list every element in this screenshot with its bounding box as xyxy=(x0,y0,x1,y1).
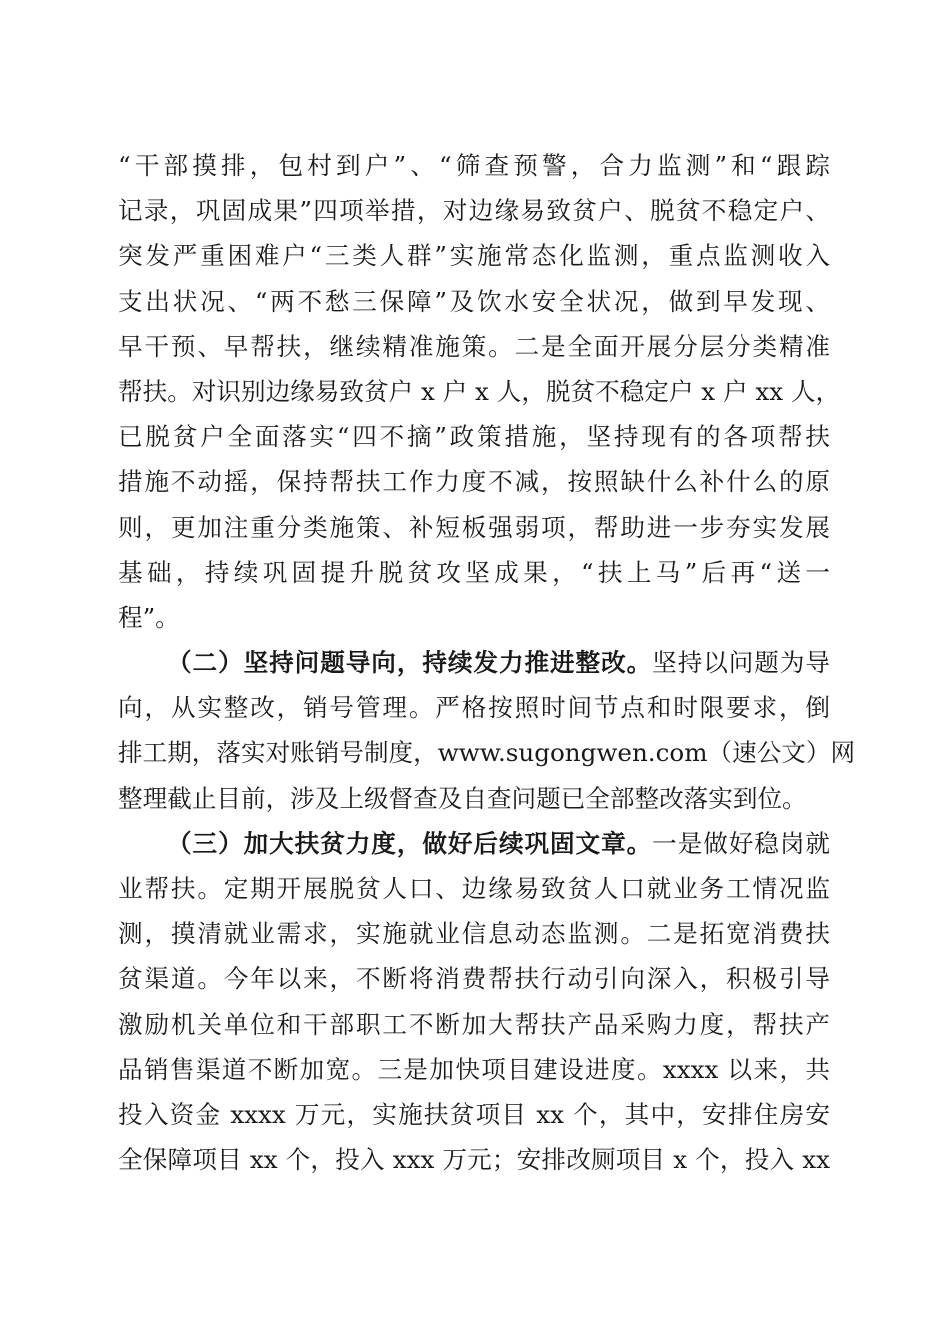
paragraph-line: 业帮扶。定期开展脱贫人口、边缘易致贫人口就业务工情况监 xyxy=(118,874,830,903)
paragraph-monitoring-assistance xyxy=(118,143,841,640)
paragraph-line: “干部摸排，包村到户”、“筛查预警，合力监测”和“跟踪 xyxy=(118,151,830,180)
paragraph-line: 排工期，落实对账销号制度，www.sugongwen.com（速公文）网 xyxy=(118,738,856,768)
paragraph-line: 措施不动摇，保持帮扶工作力度不减，按照缺什么补什么的原 xyxy=(118,467,830,497)
paragraph-first-line xyxy=(118,821,830,866)
paragraph-line: 贫渠道。今年以来，不断将消费帮扶行动引向深入，积极引导 xyxy=(118,964,830,994)
paragraph-line: 早干预、早帮扶，继续精准施策。二是全面开展分层分类精准 xyxy=(118,331,830,361)
paragraph-line: 向，从实整改，销号管理。严格按照时间节点和时限要求，倒 xyxy=(118,693,830,723)
paragraph-line: 程”。 xyxy=(118,602,180,632)
paragraph-line: 则，更加注重分类施策、补短板强弱项，帮助进一步夯实发展 xyxy=(118,512,830,542)
paragraph-rectification xyxy=(118,640,856,821)
paragraph-line: 突发严重困难户“三类人群”实施常态化监测，重点监测收入 xyxy=(118,241,830,271)
section-heading: （二）坚持问题导向，持续发力推进整改。 xyxy=(167,648,653,678)
paragraph-line: 全保障项目 xx 个，投入 xxx 万元；安排改厕项目 x 个，投入 xx xyxy=(118,1145,830,1175)
paragraph-poverty-alleviation xyxy=(118,821,830,1183)
paragraph-line: 激励机关单位和干部职工不断加大帮扶产品采购力度，帮扶产 xyxy=(118,1009,830,1039)
paragraph-line: 已脱贫户全面落实“四不摘”政策措施，坚持现有的各项帮扶 xyxy=(118,422,830,452)
paragraph-text: 一是做好稳岗就 xyxy=(652,828,830,858)
document-body xyxy=(118,143,856,1182)
paragraph-line: 测，摸清就业需求，实施就业信息动态监测。二是拓宽消费扶 xyxy=(118,919,830,949)
paragraph-line: 帮扶。对识别边缘易致贫户 x 户 x 人，脱贫不稳定户 x 户 xx 人， xyxy=(118,376,841,406)
paragraph-line: 支出状况、“两不愁三保障”及饮水安全状况，做到早发现、 xyxy=(118,286,830,316)
paragraph-line: 基础，持续巩固提升脱贫攻坚成果，“扶上马”后再“送一 xyxy=(118,557,830,587)
paragraph-text: 坚持以问题为导 xyxy=(652,648,830,678)
paragraph-line: 投入资金 xxxx 万元，实施扶贫项目 xx 个，其中，安排住房安 xyxy=(118,1099,830,1129)
paragraph-line: 记录，巩固成果”四项举措，对边缘易致贫户、脱贫不稳定户、 xyxy=(118,196,830,226)
paragraph-first-line xyxy=(118,640,830,685)
paragraph-line: 整理截止目前，涉及上级督查及自查问题已全部整改落实到位。 xyxy=(118,783,807,813)
section-heading: （三）加大扶贫力度，做好后续巩固文章。 xyxy=(167,828,653,858)
paragraph-line: 品销售渠道不断加宽。三是加快项目建设进度。xxxx 以来，共 xyxy=(118,1054,830,1084)
